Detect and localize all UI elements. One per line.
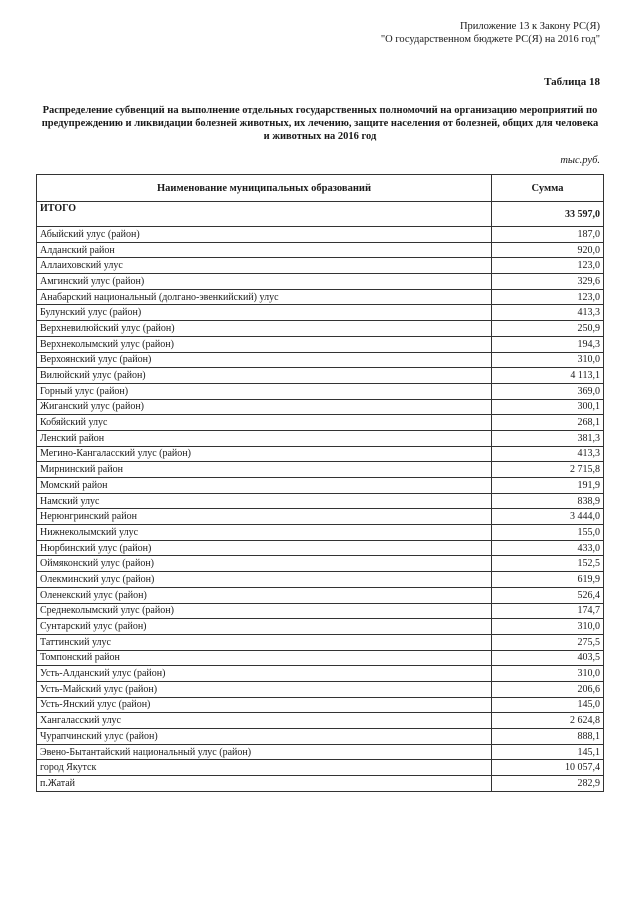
table-row (37, 634, 604, 650)
municipality-sum: 282,9 (492, 776, 604, 792)
municipality-name: Нижнеколымский улус (37, 525, 492, 541)
table-row (37, 336, 604, 352)
municipality-sum: 191,9 (492, 478, 604, 494)
table-row (37, 462, 604, 478)
municipality-sum: 123,0 (492, 258, 604, 274)
municipality-name: Аллаиховский улус (37, 258, 492, 274)
table-row (37, 352, 604, 368)
table-row (37, 227, 604, 243)
municipality-sum: 838,9 (492, 493, 604, 509)
municipality-sum: 329,6 (492, 274, 604, 290)
municipality-sum: 155,0 (492, 525, 604, 541)
document-title: Распределение субвенций на выполнение отдельных государственных полномочий на организацию мероприятий по предупреждению и ликвидации болезней животных, их лечению, защите населения от болезней, общих для человека и животных на 2016 год (41, 105, 599, 142)
municipality-name: Верхневилюйский улус (район) (37, 321, 492, 337)
municipality-sum: 145,0 (492, 697, 604, 713)
column-header-sum: Сумма (492, 175, 604, 202)
table-row (37, 305, 604, 321)
municipality-name: город Якутск (37, 760, 492, 776)
table-row (37, 603, 604, 619)
municipality-name: Усть-Алданский улус (район) (37, 666, 492, 682)
municipality-sum: 250,9 (492, 321, 604, 337)
table-row (37, 493, 604, 509)
municipality-name: Нерюнгринский район (37, 509, 492, 525)
municipality-name: Верхоянский улус (район) (37, 352, 492, 368)
municipality-sum: 310,0 (492, 619, 604, 635)
municipality-sum: 4 113,1 (492, 368, 604, 384)
municipality-sum: 194,3 (492, 336, 604, 352)
municipality-name: Ленский район (37, 430, 492, 446)
municipality-name: Булунский улус (район) (37, 305, 492, 321)
table-row (37, 478, 604, 494)
total-row (37, 202, 604, 227)
municipality-name: Намский улус (37, 493, 492, 509)
units-label: тыс.руб. (560, 155, 600, 166)
municipality-sum: 413,3 (492, 446, 604, 462)
municipality-sum: 3 444,0 (492, 509, 604, 525)
table-label: Таблица 18 (544, 76, 600, 88)
municipality-sum: 310,0 (492, 352, 604, 368)
table-row (37, 446, 604, 462)
municipality-sum: 123,0 (492, 289, 604, 305)
table-row (37, 556, 604, 572)
municipality-name: Томпонский район (37, 650, 492, 666)
municipality-sum: 2 624,8 (492, 713, 604, 729)
municipality-sum: 619,9 (492, 572, 604, 588)
municipality-name: Чурапчинский улус (район) (37, 729, 492, 745)
table-row (37, 415, 604, 431)
appendix-line-2: "О государственном бюджете РС(Я) на 2016 год" (380, 34, 600, 45)
table-row (37, 587, 604, 603)
municipality-name: Усть-Майский улус (район) (37, 681, 492, 697)
table-row (37, 666, 604, 682)
municipality-name: Алданский район (37, 242, 492, 258)
municipality-sum: 403,5 (492, 650, 604, 666)
municipality-sum: 2 715,8 (492, 462, 604, 478)
municipality-name: Мегино-Кангаласский улус (район) (37, 446, 492, 462)
municipality-name: Сунтарский улус (район) (37, 619, 492, 635)
table-row (37, 760, 604, 776)
municipality-sum: 275,5 (492, 634, 604, 650)
municipality-name: Верхнеколымский улус (район) (37, 336, 492, 352)
table-row (37, 525, 604, 541)
table-row (37, 619, 604, 635)
municipality-sum: 145,1 (492, 744, 604, 760)
table-row (37, 744, 604, 760)
municipality-sum: 174,7 (492, 603, 604, 619)
municipality-sum: 300,1 (492, 399, 604, 415)
municipality-name: Нюрбинский улус (район) (37, 540, 492, 556)
municipality-name: Оймяконский улус (район) (37, 556, 492, 572)
municipality-sum: 310,0 (492, 666, 604, 682)
municipality-name: Усть-Янский улус (район) (37, 697, 492, 713)
table-row (37, 681, 604, 697)
municipality-sum: 888,1 (492, 729, 604, 745)
municipality-sum: 10 057,4 (492, 760, 604, 776)
municipality-name: Кобяйский улус (37, 415, 492, 431)
municipality-name: Олекминский улус (район) (37, 572, 492, 588)
table-row (37, 713, 604, 729)
table-header-row (37, 175, 604, 202)
table-row (37, 258, 604, 274)
table-row (37, 650, 604, 666)
municipality-sum: 369,0 (492, 383, 604, 399)
municipality-sum: 413,3 (492, 305, 604, 321)
municipality-name: Анабарский национальный (долгано-эвенкийский) улус (37, 289, 492, 305)
table-row (37, 321, 604, 337)
municipality-name: Абыйский улус (район) (37, 227, 492, 243)
municipality-name: Оленекский улус (район) (37, 587, 492, 603)
table-row (37, 509, 604, 525)
municipality-name: Момский район (37, 478, 492, 494)
table-row (37, 368, 604, 384)
total-label: ИТОГО (37, 202, 492, 227)
municipality-sum: 206,6 (492, 681, 604, 697)
table-row (37, 383, 604, 399)
municipality-name: Амгинский улус (район) (37, 274, 492, 290)
municipality-name: Горный улус (район) (37, 383, 492, 399)
municipality-name: Эвено-Бытантайский национальный улус (район) (37, 744, 492, 760)
municipality-sum: 526,4 (492, 587, 604, 603)
municipality-name: Среднеколымский улус (район) (37, 603, 492, 619)
municipality-name: Мирнинский район (37, 462, 492, 478)
table-row (37, 697, 604, 713)
appendix-line-1: Приложение 13 к Закону РС(Я) (459, 21, 600, 32)
municipality-name: п.Жатай (37, 776, 492, 792)
municipality-sum: 433,0 (492, 540, 604, 556)
municipality-name: Жиганский улус (район) (37, 399, 492, 415)
municipality-sum: 381,3 (492, 430, 604, 446)
municipality-sum: 187,0 (492, 227, 604, 243)
table-row (37, 399, 604, 415)
municipality-name: Таттинский улус (37, 634, 492, 650)
table-row (37, 289, 604, 305)
total-sum: 33 597,0 (492, 202, 604, 227)
table-row (37, 274, 604, 290)
municipality-sum: 152,5 (492, 556, 604, 572)
municipality-name: Вилюйский улус (район) (37, 368, 492, 384)
table-row (37, 776, 604, 792)
municipality-sum: 920,0 (492, 242, 604, 258)
table-row (37, 729, 604, 745)
municipality-sum: 268,1 (492, 415, 604, 431)
table-row (37, 572, 604, 588)
municipality-name: Хангаласский улус (37, 713, 492, 729)
column-header-name: Наименование муниципальных образований (37, 175, 492, 202)
law-appendix-header (381, 20, 600, 46)
table-row (37, 430, 604, 446)
table-row (37, 540, 604, 556)
subsidy-table (36, 174, 604, 792)
table-row (37, 242, 604, 258)
